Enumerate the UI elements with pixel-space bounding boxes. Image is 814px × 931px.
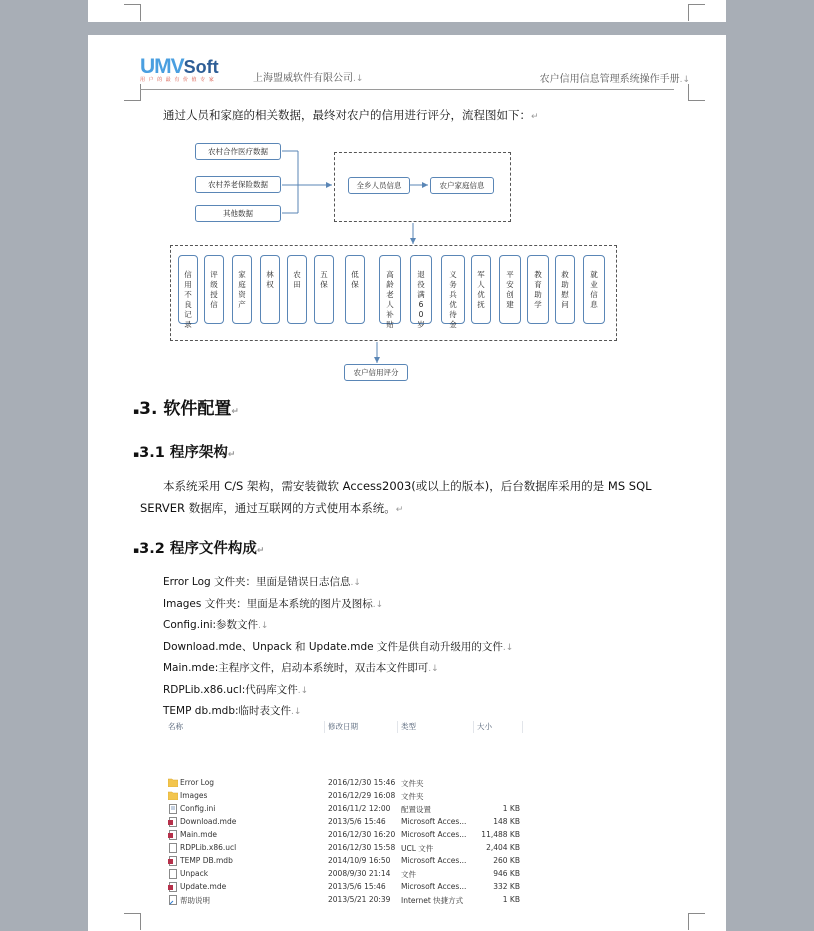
file-name: RDPLib.x86.ucl bbox=[180, 843, 237, 852]
file-date: 2014/10/9 16:50 bbox=[328, 856, 391, 865]
generic-file-icon bbox=[168, 843, 178, 852]
file-description: Config.ini:参数文件.↓ bbox=[163, 619, 269, 631]
file-name: Images bbox=[180, 791, 208, 800]
file-name: Error Log bbox=[180, 778, 215, 787]
file-description: TEMP db.mdb:临时表文件.↓ bbox=[163, 705, 302, 717]
document-page bbox=[88, 35, 726, 931]
file-type: 文件夹 bbox=[401, 779, 424, 788]
file-description: Images 文件夹：里面是本系统的图片及图标.↓ bbox=[163, 598, 384, 610]
file-name: Update.mde bbox=[180, 882, 227, 891]
factor-box: 信 用 不 良 记 录 bbox=[178, 255, 198, 324]
file-date: 2008/9/30 21:14 bbox=[328, 869, 391, 878]
factor-box: 家 庭 资 产 bbox=[232, 255, 252, 324]
file-description: RDPLib.x86.ucl:代码库文件.↓ bbox=[163, 684, 309, 696]
file-name: 帮助说明 bbox=[180, 896, 210, 905]
file-size: 260 KB bbox=[493, 856, 520, 865]
file-name: Main.mde bbox=[180, 830, 217, 839]
file-name: Unpack bbox=[180, 869, 209, 878]
factor-box: 评 级 授 信 bbox=[204, 255, 224, 324]
file-row[interactable] bbox=[158, 817, 528, 830]
people-info-box: 全乡人员信息 bbox=[348, 177, 410, 194]
file-row[interactable] bbox=[158, 895, 528, 908]
family-info-box: 农户家庭信息 bbox=[430, 177, 494, 194]
factor-box: 低 保 bbox=[345, 255, 365, 324]
folder-icon bbox=[168, 778, 178, 787]
factor-box: 林 权 bbox=[260, 255, 280, 324]
factor-box: 军 人 优 抚 bbox=[471, 255, 491, 324]
crop-mark bbox=[124, 913, 141, 930]
file-size: 1 KB bbox=[502, 804, 520, 813]
file-type: Microsoft Acces... bbox=[401, 817, 467, 826]
factor-box: 平 安 创 建 bbox=[499, 255, 521, 324]
access-file-icon bbox=[168, 856, 178, 865]
folder-icon bbox=[168, 791, 178, 800]
file-size: 1 KB bbox=[502, 895, 520, 904]
factor-box: 农 田 bbox=[287, 255, 307, 324]
file-type: 配置设置 bbox=[401, 805, 431, 814]
access-file-icon bbox=[168, 882, 178, 891]
heading-software-config: ▪3. 软件配置↵ bbox=[133, 399, 239, 419]
file-row[interactable] bbox=[158, 856, 528, 869]
company-logo: UMVSoft 用 户 的 最 有 价 值 专 家 bbox=[140, 55, 219, 83]
file-row[interactable] bbox=[158, 791, 528, 804]
file-type: 文件夹 bbox=[401, 792, 424, 801]
file-row[interactable] bbox=[158, 843, 528, 856]
file-date: 2013/5/6 15:46 bbox=[328, 817, 386, 826]
shortcut-icon bbox=[168, 895, 178, 904]
factor-box: 退 役 满 6 0 岁 bbox=[410, 255, 432, 324]
source-box: 其他数据 bbox=[195, 205, 281, 222]
file-type: UCL 文件 bbox=[401, 844, 434, 853]
architecture-paragraph-cont: SERVER 数据库，通过互联网的方式使用本系统。↵ bbox=[140, 501, 404, 515]
header-company: 上海盟威软件有限公司.↓ bbox=[253, 73, 364, 84]
file-date: 2016/12/29 16:08 bbox=[328, 791, 396, 800]
column-header-type: 类型 bbox=[401, 722, 416, 731]
file-date: 2016/12/30 16:20 bbox=[328, 830, 396, 839]
intro-paragraph: 通过人员和家庭的相关数据，最终对农户的信用进行评分，流程图如下：↵ bbox=[163, 108, 539, 122]
factor-box: 五 保 bbox=[314, 255, 334, 324]
access-file-icon bbox=[168, 817, 178, 826]
file-size: 946 KB bbox=[493, 869, 520, 878]
crop-mark bbox=[688, 4, 705, 21]
file-date: 2016/12/30 15:46 bbox=[328, 778, 396, 787]
file-row[interactable] bbox=[158, 830, 528, 843]
factor-box: 教 育 助 学 bbox=[527, 255, 549, 324]
header-doc-title: 农户信用信息管理系统操作手册.↓ bbox=[539, 74, 690, 85]
heading-file-structure: ▪3.2 程序文件构成↵ bbox=[133, 541, 265, 557]
file-row[interactable] bbox=[158, 778, 528, 791]
credit-flowchart bbox=[88, 35, 726, 395]
file-size: 332 KB bbox=[493, 882, 520, 891]
column-header-size: 大小 bbox=[477, 722, 492, 731]
factor-box: 义 务 兵 优 待 金 bbox=[441, 255, 465, 324]
file-row[interactable] bbox=[158, 804, 528, 817]
access-file-icon bbox=[168, 830, 178, 839]
file-description: Main.mde:主程序文件，启动本系统时，双击本文件即可.↓ bbox=[163, 662, 439, 674]
factor-box: 救 助 慰 问 bbox=[555, 255, 575, 324]
credit-score-box: 农户信用评分 bbox=[344, 364, 408, 381]
generic-file-icon bbox=[168, 869, 178, 878]
crop-mark bbox=[688, 913, 705, 930]
file-type: 文件 bbox=[401, 870, 416, 879]
factor-box: 高 龄 老 人 补 贴 bbox=[379, 255, 401, 324]
file-date: 2016/11/2 12:00 bbox=[328, 804, 391, 813]
column-header-name: 名称 bbox=[168, 722, 183, 731]
crop-mark bbox=[124, 4, 141, 21]
architecture-paragraph: 本系统采用 C/S 架构，需安装微软 Access2003(或以上的版本)，后台数据库采用的是 MS SQL bbox=[163, 479, 652, 493]
file-date: 2013/5/6 15:46 bbox=[328, 882, 386, 891]
file-date: 2016/12/30 15:58 bbox=[328, 843, 396, 852]
heading-architecture: ▪3.1 程序架构↵ bbox=[133, 445, 236, 461]
file-type: Microsoft Acces... bbox=[401, 882, 467, 891]
file-name: TEMP DB.mdb bbox=[180, 856, 233, 865]
file-description: Error Log 文件夹：里面是错误日志信息.↓ bbox=[163, 576, 361, 588]
factor-box: 就 业 信 息 bbox=[583, 255, 605, 324]
file-type: Internet 快捷方式 bbox=[401, 896, 464, 905]
file-row[interactable] bbox=[158, 882, 528, 895]
file-size: 148 KB bbox=[493, 817, 520, 826]
column-header-date: 修改日期 bbox=[328, 722, 358, 731]
ini-file-icon bbox=[168, 804, 178, 813]
file-name: Download.mde bbox=[180, 817, 237, 826]
file-type: Microsoft Acces... bbox=[401, 830, 467, 839]
source-box: 农村养老保险数据 bbox=[195, 176, 281, 193]
file-name: Config.ini bbox=[180, 804, 216, 813]
file-row[interactable] bbox=[158, 869, 528, 882]
file-description: Download.mde、Unpack 和 Update.mde 文件是供自动升级用的文件.↓ bbox=[163, 641, 514, 653]
file-size: 11,488 KB bbox=[481, 830, 520, 839]
file-type: Microsoft Acces... bbox=[401, 856, 467, 865]
file-date: 2013/5/21 20:39 bbox=[328, 895, 391, 904]
file-size: 2,404 KB bbox=[486, 843, 520, 852]
previous-page bbox=[88, 0, 726, 22]
source-box: 农村合作医疗数据 bbox=[195, 143, 281, 160]
